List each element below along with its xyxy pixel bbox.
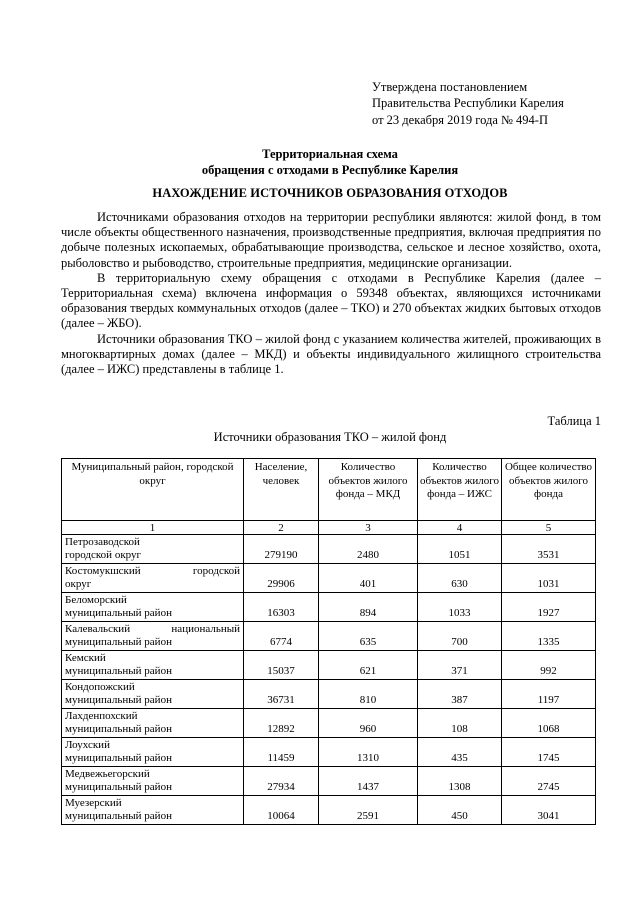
cell-total: 1335: [502, 622, 596, 651]
municipality-name-line-2: муниципальный район: [65, 636, 172, 649]
index-cell: 4: [418, 521, 502, 535]
table-row: [62, 738, 596, 767]
municipality-name-line-1: Кемский: [65, 651, 106, 664]
cell-total: 1068: [502, 709, 596, 738]
table-header-row: [62, 459, 596, 521]
cell-total: 1197: [502, 680, 596, 709]
table-row: [62, 680, 596, 709]
municipality-name-line-1: Калевальский национальный: [65, 622, 240, 635]
table-row: [62, 651, 596, 680]
approval-line: Правительства Республики Карелия: [372, 96, 564, 111]
municipality-name-line-2: муниципальный район: [65, 665, 172, 678]
cell-izhs: 1033: [418, 593, 502, 622]
index-cell: 5: [502, 521, 596, 535]
cell-population: 12892: [244, 709, 319, 738]
table-row: [62, 564, 596, 593]
table-caption: Источники образования ТКО – жилой фонд: [213, 430, 447, 444]
section-heading: НАХОЖДЕНИЕ ИСТОЧНИКОВ ОБРАЗОВАНИЯ ОТХОДОВ: [152, 186, 508, 200]
cell-izhs: 108: [418, 709, 502, 738]
index-cell: 2: [244, 521, 319, 535]
cell-mkd: 2591: [319, 796, 418, 825]
cell-izhs: 630: [418, 564, 502, 593]
cell-mkd: 401: [319, 564, 418, 593]
municipality-name-line-1: Медвежьегорский: [65, 767, 150, 780]
document-title: [60, 146, 600, 178]
cell-total: 992: [502, 651, 596, 680]
municipality-name-line-1: Лахденпохский: [65, 709, 138, 722]
paragraph: В территориальную схему обращения с отходами в Республике Карелия (далее – Территориальная схема) включена информация о 59348 объектах, являющихся источниками образования твердых коммунальных отходов (далее – ТКО) и 270 объектах жидких бытовых отходов (далее – ЖБО).: [61, 270, 601, 331]
header-total: Общее количество объектов жилого фонда: [502, 459, 596, 521]
index-cell: 1: [62, 521, 244, 535]
cell-izhs: 700: [418, 622, 502, 651]
cell-mkd: 621: [319, 651, 418, 680]
cell-municipality: [62, 564, 244, 593]
cell-mkd: 960: [319, 709, 418, 738]
municipality-name-line-2: муниципальный район: [65, 723, 172, 736]
cell-population: 11459: [244, 738, 319, 767]
cell-municipality: [62, 680, 244, 709]
cell-total: 1745: [502, 738, 596, 767]
municipality-name-line-2: муниципальный район: [65, 694, 172, 707]
cell-municipality: [62, 651, 244, 680]
cell-municipality: [62, 738, 244, 767]
table-row: [62, 767, 596, 796]
table-row: [62, 535, 596, 564]
table-row: [62, 796, 596, 825]
header-municipality: Муниципальный район, городской округ: [62, 459, 244, 521]
header-population: Население, человек: [244, 459, 319, 521]
body-text: [61, 210, 601, 377]
waste-sources-table: [61, 458, 596, 825]
cell-population: 29906: [244, 564, 319, 593]
cell-izhs: 1051: [418, 535, 502, 564]
cell-mkd: 1437: [319, 767, 418, 796]
cell-population: 279190: [244, 535, 319, 564]
municipality-name-line-1: Кондопожский: [65, 680, 135, 693]
approval-line: от 23 декабря 2019 года № 494-П: [372, 112, 548, 127]
cell-municipality: [62, 622, 244, 651]
municipality-name-line-2: округ: [65, 578, 92, 591]
cell-municipality: [62, 767, 244, 796]
cell-mkd: 810: [319, 680, 418, 709]
municipality-name-line-2: муниципальный район: [65, 607, 172, 620]
cell-population: 16303: [244, 593, 319, 622]
municipality-name-line-2: городской округ: [65, 549, 142, 562]
cell-mkd: 894: [319, 593, 418, 622]
header-mkd: Количество объектов жилого фонда – МКД: [319, 459, 418, 521]
cell-izhs: 1308: [418, 767, 502, 796]
cell-total: 2745: [502, 767, 596, 796]
cell-municipality: [62, 796, 244, 825]
table-row: [62, 593, 596, 622]
title-line-1: Территориальная схема: [262, 147, 398, 161]
municipality-name-line-1: Костомукшский городской: [65, 564, 240, 577]
table-label: Таблица 1: [547, 414, 601, 428]
cell-municipality: [62, 535, 244, 564]
cell-population: 36731: [244, 680, 319, 709]
municipality-name-line-2: муниципальный район: [65, 752, 172, 765]
paragraph: Источниками образования отходов на территории республики являются: жилой фонд, в том числе объекты общественного назначения, производственные предприятия, включая предприятия по добыче полезных ископаемых, обрабатывающие производства, сельское и лесное хозяйство, охота, рыболовство и рыбоводство, строительные предприятия, медицинские организации.: [61, 210, 601, 270]
cell-mkd: 1310: [319, 738, 418, 767]
table-index-row: [62, 521, 596, 535]
cell-izhs: 371: [418, 651, 502, 680]
municipality-name-line-1: Лоухский: [65, 738, 110, 751]
municipality-name-line-2: муниципальный район: [65, 810, 172, 823]
cell-mkd: 635: [319, 622, 418, 651]
municipality-name-line-1: Петрозаводской: [65, 535, 140, 548]
cell-municipality: [62, 709, 244, 738]
table-row: [62, 622, 596, 651]
header-izhs: Количество объектов жилого фонда – ИЖС: [418, 459, 502, 521]
cell-municipality: [62, 593, 244, 622]
cell-izhs: 450: [418, 796, 502, 825]
approval-line: Утверждена постановлением: [372, 80, 528, 94]
table-row: [62, 709, 596, 738]
approval-stamp: [372, 79, 564, 128]
cell-total: 1031: [502, 564, 596, 593]
cell-izhs: 387: [418, 680, 502, 709]
municipality-name-line-2: муниципальный район: [65, 781, 172, 794]
cell-population: 27934: [244, 767, 319, 796]
cell-mkd: 2480: [319, 535, 418, 564]
cell-total: 3041: [502, 796, 596, 825]
cell-total: 1927: [502, 593, 596, 622]
paragraph: Источники образования ТКО – жилой фонд с указанием количества жителей, проживающих в многоквартирных домах (далее – МКД) и объекты индивидуального жилищного строительства (далее – ИЖС) представлены в таблице 1.: [61, 331, 601, 377]
cell-population: 10064: [244, 796, 319, 825]
cell-population: 6774: [244, 622, 319, 651]
table-body: [62, 521, 596, 825]
cell-population: 15037: [244, 651, 319, 680]
title-line-2: обращения с отходами в Республике Карелия: [201, 163, 459, 177]
municipality-name-line-1: Беломорский: [65, 593, 127, 606]
cell-total: 3531: [502, 535, 596, 564]
index-cell: 3: [319, 521, 418, 535]
municipality-name-line-1: Муезерский: [65, 796, 122, 809]
cell-izhs: 435: [418, 738, 502, 767]
